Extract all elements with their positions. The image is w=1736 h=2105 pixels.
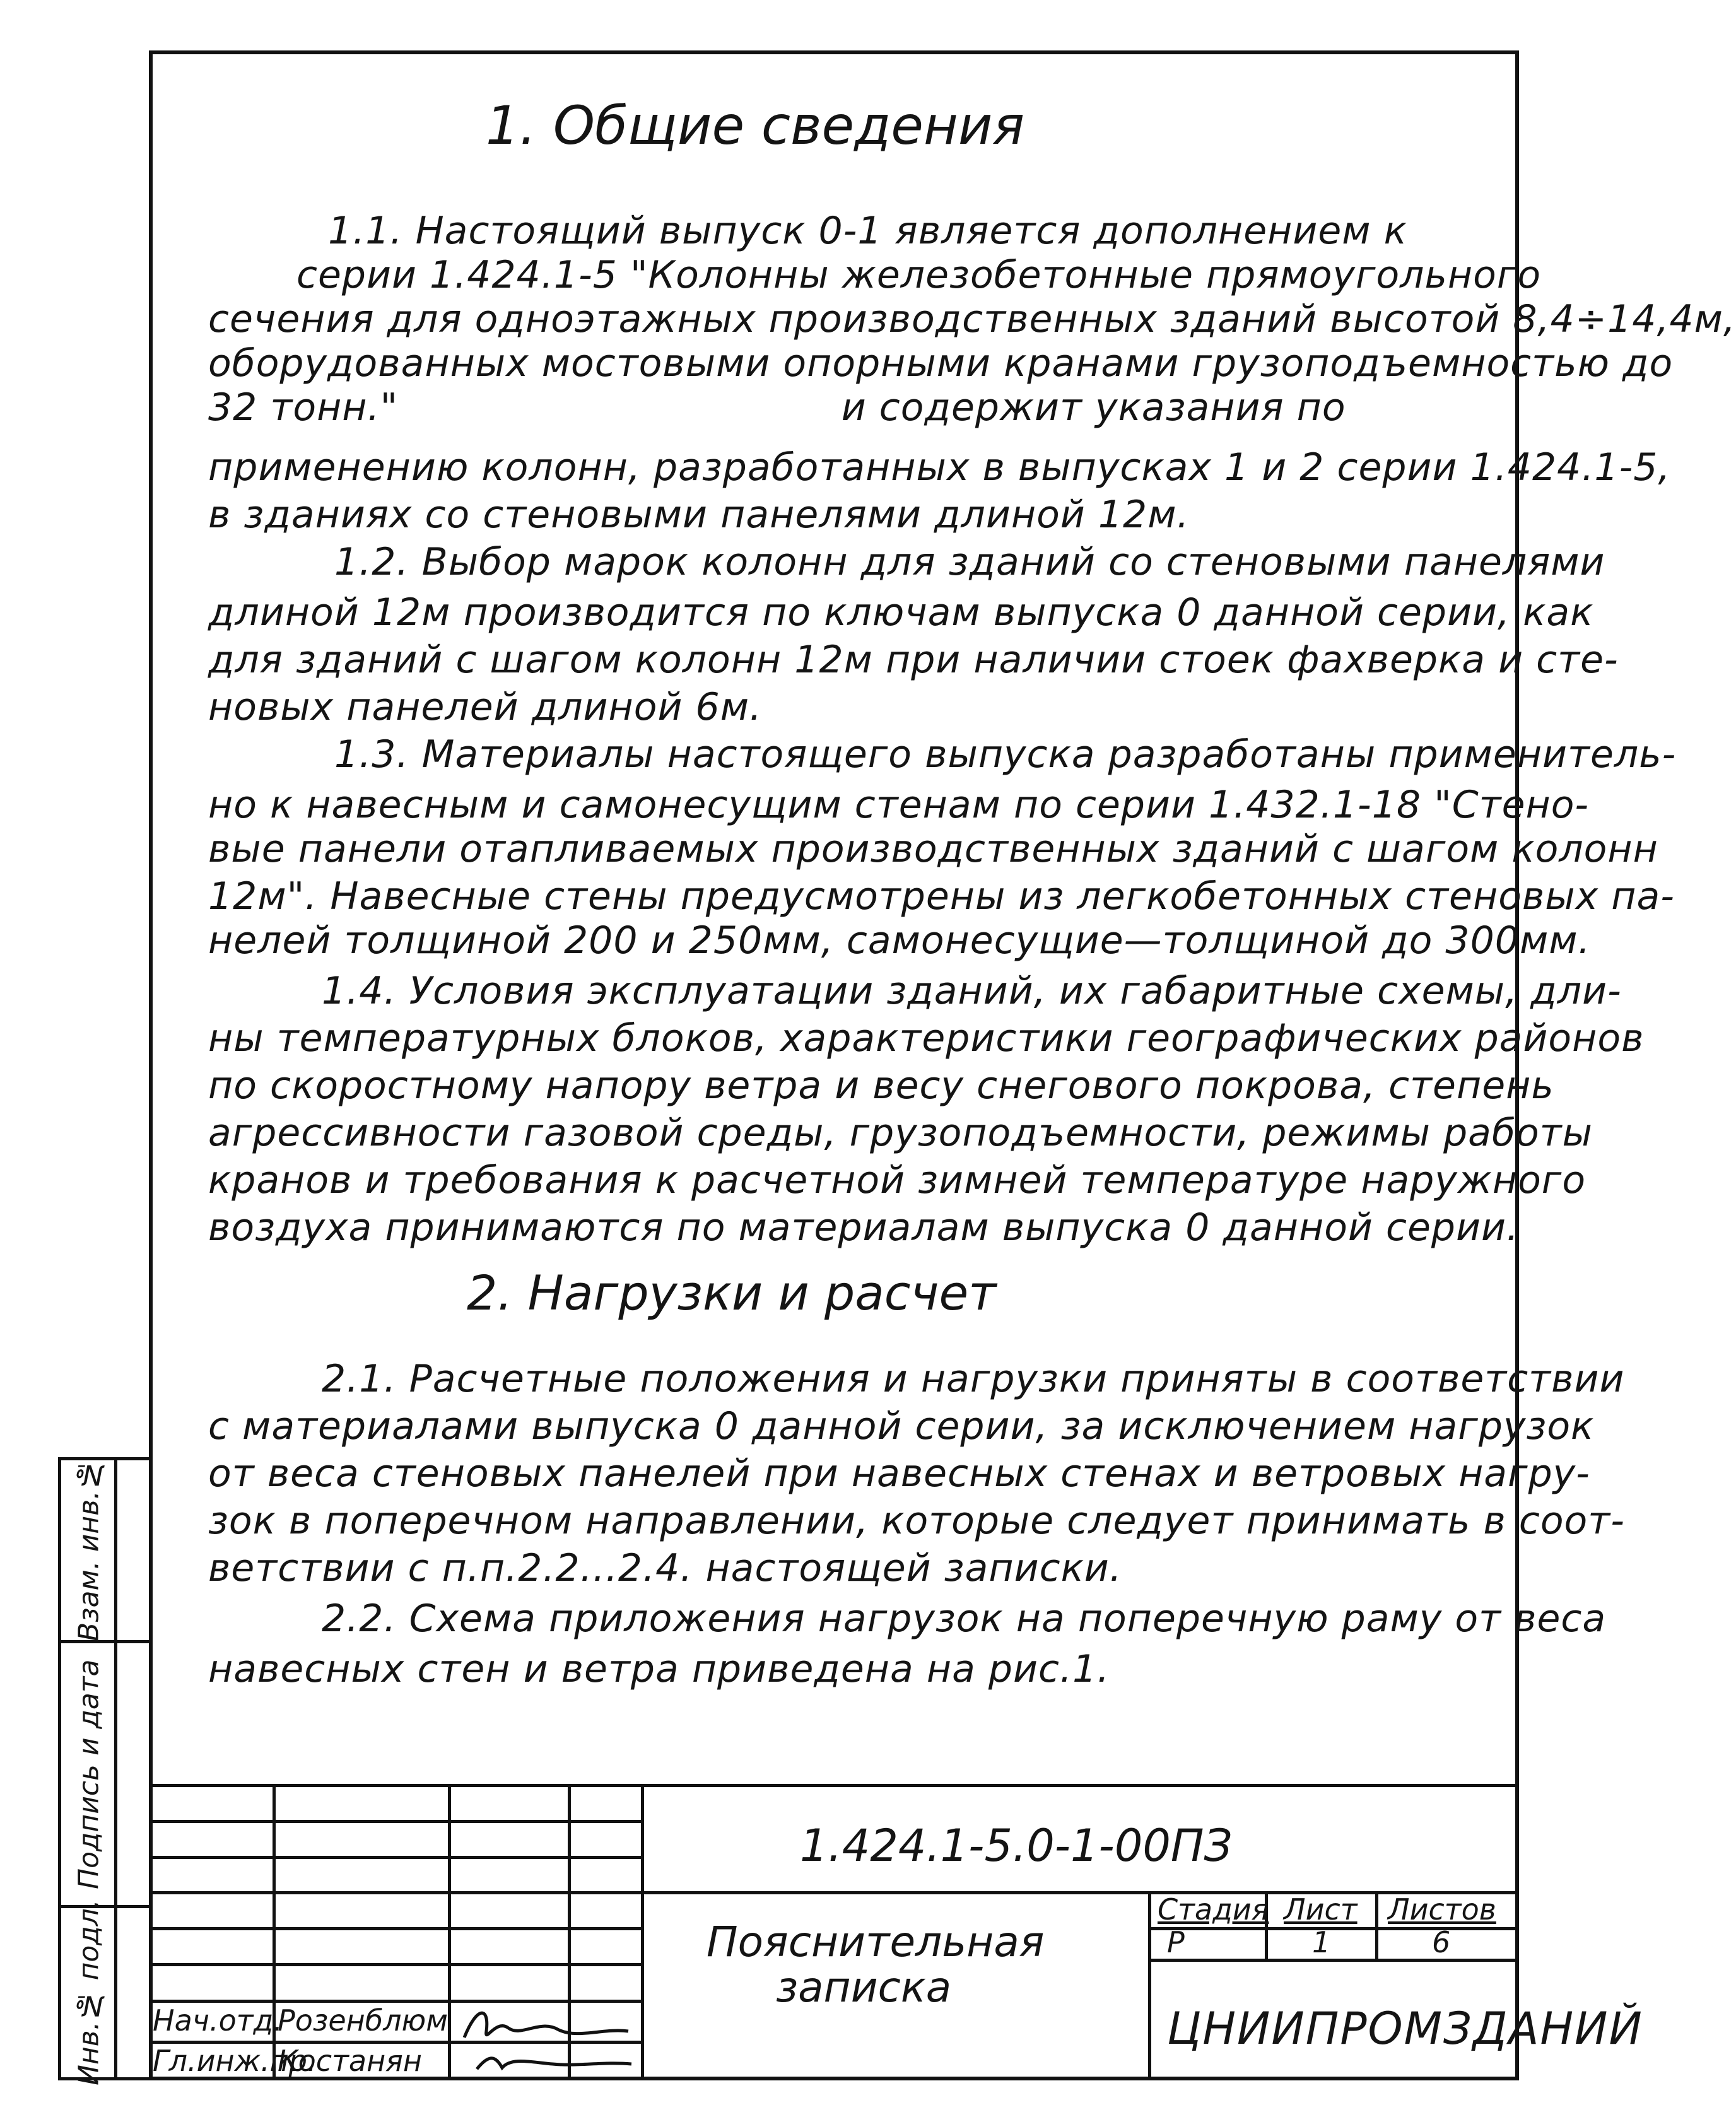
text-line: ны температурных блоков, характеристики географических районов [208, 1016, 1645, 1060]
text-line: применению колонн, разработанных в выпусках 1 и 2 серии 1.424.1-5, [208, 445, 1671, 490]
section-2-title: 2. Нагрузки и расчет [467, 1265, 997, 1321]
text-line: от веса стеновых панелей при навесных стенах и ветровых нагру- [208, 1451, 1590, 1496]
text-line: 12м". Навесные стены предусмотрены из легкобетонных стеновых па- [208, 874, 1675, 918]
text-line: серии 1.424.1-5 "Колонны железобетонные прямоугольного [296, 253, 1542, 297]
side-cell-original-inv [61, 1899, 149, 2086]
signer-name: Костанян [278, 2044, 422, 2078]
text-line: агрессивности газовой среды, грузоподъемности, режимы работы [208, 1111, 1593, 1155]
text-line: зок в поперечном направлении, которые следует принимать в соот- [208, 1499, 1625, 1543]
side-label: Взам. инв.№ [73, 1458, 105, 1642]
text-line: 2.1. Расчетные положения и нагрузки приняты в соответствии [322, 1357, 1625, 1401]
side-label: Подпись и дата [73, 1659, 105, 1889]
text-line: длиной 12м производится по ключам выпуска 0 данной серии, как [208, 590, 1594, 635]
organization-name: ЦНИИПРОМЗДАНИЙ [1167, 2003, 1643, 2055]
text-line: кранов и требования к расчетной зимней температуре наружного [208, 1158, 1586, 1202]
signer-role: Гл.инж.пр. [153, 2044, 317, 2078]
text-line: в зданиях со стеновыми панелями длиной 12м. [208, 493, 1190, 537]
side-cell-replacement-inv [61, 1460, 149, 1643]
text-line: но к навесным и самонесущим стенам по серии 1.432.1-18 "Стено- [208, 783, 1590, 827]
text-line: по скоростному напору ветра и весу снегового покрова, степень [208, 1064, 1554, 1108]
text-line: для зданий с шагом колонн 12м при наличии стоек фахверка и сте- [208, 638, 1619, 682]
text-line: 1.2. Выбор марок колонн для зданий со стеновыми панелями [334, 540, 1605, 584]
text-line: вые панели отапливаемых производственных зданий с шагом колонн [208, 827, 1658, 871]
text-line: ветствии с п.п.2.2...2.4. настоящей записки. [208, 1546, 1122, 1590]
signature-image [452, 1993, 641, 2082]
section-1-title: 1. Общие сведения [486, 95, 1025, 156]
document-title-2: записка [776, 1963, 952, 2012]
text-line: нелей толщиной 200 и 250мм, самонесущие—толщиной до 300мм. [208, 918, 1591, 963]
text-line: воздуха принимаются по материалам выпуска 0 данной серии. [208, 1205, 1520, 1250]
text-line: 2.2. Схема приложения нагрузок на поперечную раму от веса [322, 1597, 1607, 1641]
sheet-label: Лист [1284, 1892, 1358, 1926]
text-line: новых панелей длиной 6м. [208, 685, 763, 729]
side-cell-signature-date [61, 1643, 149, 1908]
document-code: 1.424.1-5.0-1-00ПЗ [800, 1820, 1233, 1872]
text-line: 1.3. Материалы настоящего выпуска разработаны применитель- [334, 732, 1677, 777]
text-line: с материалами выпуска 0 данной серии, за исключением нагрузок [208, 1404, 1595, 1448]
text-line: оборудованных мостовыми опорными кранами грузоподъемностью до [208, 341, 1674, 385]
signer-name: Розенблюм [278, 2003, 448, 2038]
side-strip [58, 1457, 149, 2086]
document-title: Пояснительная [707, 1918, 1045, 1966]
stage-label: Стадия [1158, 1892, 1269, 1926]
text-line: 1.4. Условия эксплуатации зданий, их габаритные схемы, дли- [322, 969, 1622, 1013]
text-line: 32 тонн." и содержит указания по [208, 385, 1346, 430]
sheets-value: 6 [1432, 1925, 1451, 1959]
stage-value: Р [1167, 1925, 1185, 1959]
text-line: навесных стен и ветра приведена на рис.1. [208, 1647, 1110, 1691]
text-line: сечения для одноэтажных производственных зданий высотой 8,4÷14,4м, [208, 297, 1736, 341]
text-line: 1.1. Настоящий выпуск 0-1 является дополнением к [328, 209, 1407, 253]
signer-role: Нач.отд. [153, 2003, 283, 2038]
sheet-value: 1 [1312, 1925, 1331, 1959]
side-label: Инв.№ подл. [73, 1899, 105, 2086]
sheets-label: Листов [1388, 1892, 1496, 1926]
